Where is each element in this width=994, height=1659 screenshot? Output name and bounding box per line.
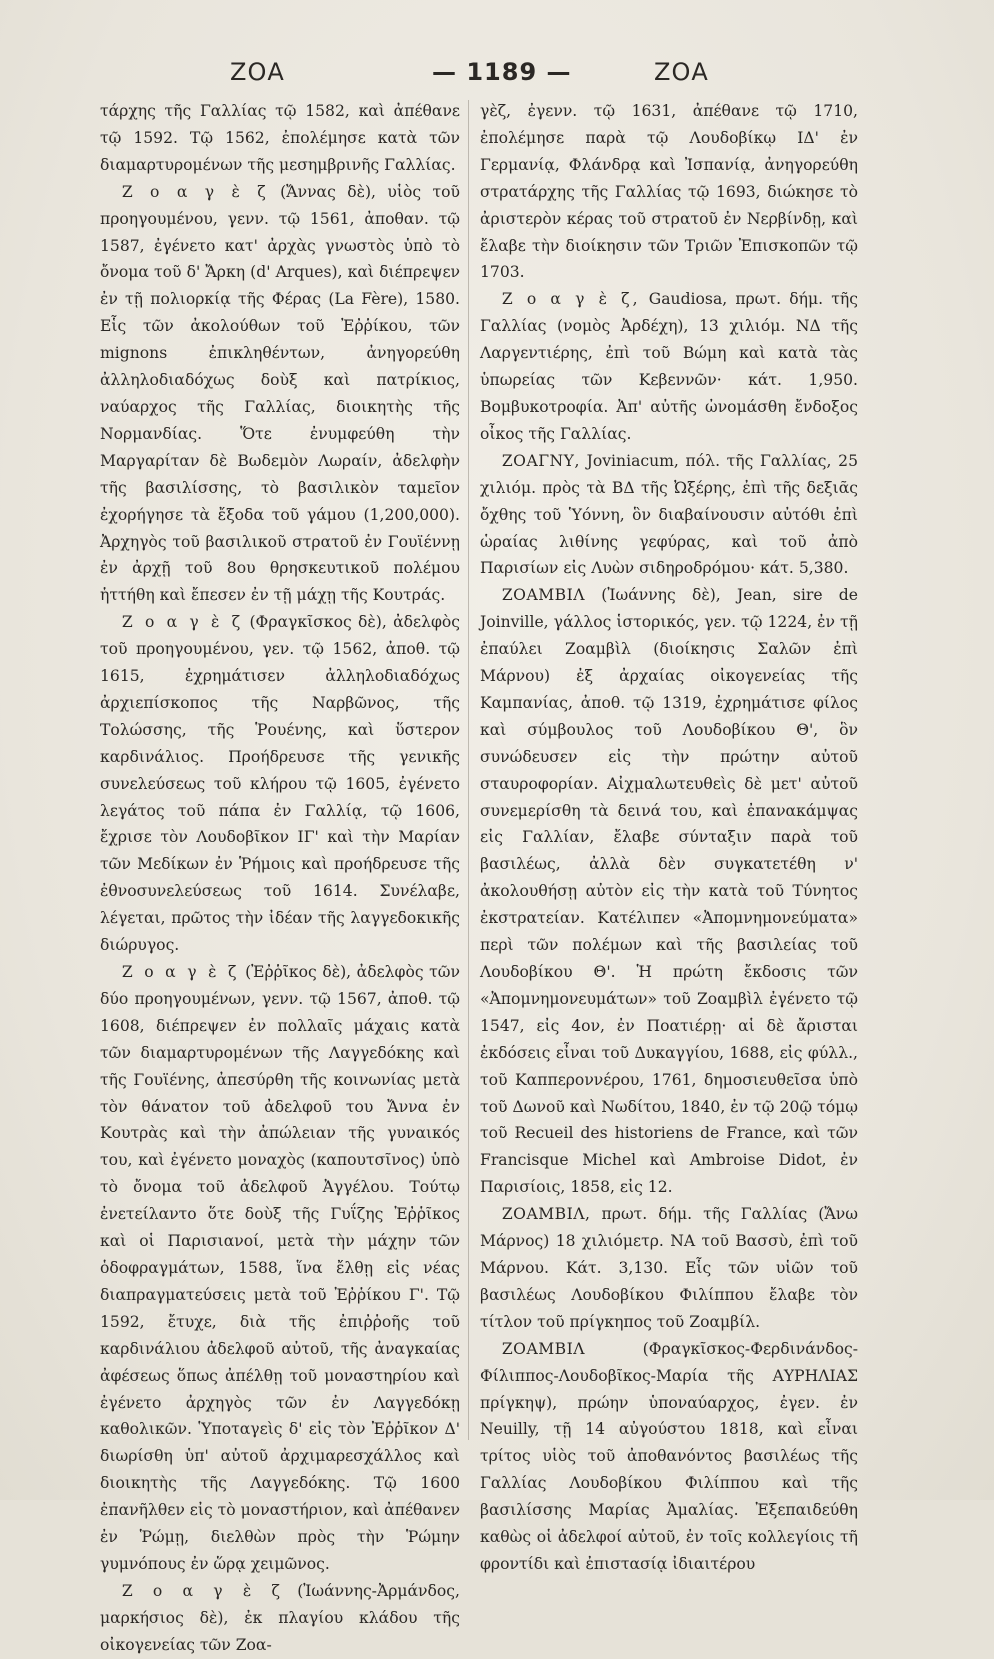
entry-zoagny xyxy=(480,448,858,583)
header-right-word: ΖΟΑ xyxy=(654,58,709,86)
entry-zoagez-ioannis xyxy=(100,1578,460,1659)
entry-zoambil-town xyxy=(480,1201,858,1336)
entry-headword: ΖΟΑΜΒΙΛ xyxy=(501,586,586,605)
entry-zoagez-errikos xyxy=(100,959,460,1578)
entry-zoambil-prince xyxy=(480,1336,858,1578)
entry-text: Gaudiosa, πρωτ. δήμ. τῆς Γαλλίας (νομὸς Ἀρδέχη), 13 χιλιόμ. ΝΔ τῆς Λαργεντιέρης, ἐπὶ τοῦ Βώμη καὶ κατὰ τὰς ὑπωρείας τῶν Κεβεννῶν· κάτ. 1,950. Βομβυκοτροφία. Ἀπ' αὐτῆς ὠνομάσθη ἔνδοξος οἶκος τῆς Γαλλίας. xyxy=(480,290,858,443)
entry-zoagez-anna xyxy=(100,179,460,610)
entry-text: γὲζ, ἐγενν. τῷ 1631, ἀπέθανε τῷ 1710, ἐπολέμησε παρὰ τῷ Λουδοβίκῳ ΙΔ' ἐν Γερμανίᾳ, Φλάνδρᾳ καὶ Ἰσπανίᾳ, ἀνηγορεύθη στρατάρχης τῆς Γαλλίας τῷ 1693, διώκησε τὸ ἀριστερὸν κέρας τοῦ στρατοῦ ἐν Νερβίνδῃ, καὶ ἔλαβε τὴν διοίκησιν τῶν Τριῶν Ἐπισκοπῶν τῷ 1703. xyxy=(480,102,858,282)
entry-headword: Ζ ο α γ ὲ ζ xyxy=(121,963,240,981)
entry-text: (Φραγκῖσκος δὲ), ἀδελφὸς τοῦ προηγουμένου, γεν. τῷ 1562, ἀποθ. τῷ 1615, ἐχρημάτισεν ἀλληλοδιαδόχως ἀρχιεπίσκοπος τῆς Ναρβῶνος, τῆς Τολώσσης, τῆς Ῥουένης, καὶ ὕστερον καρδινάλιος. Προήδρευσε τῆς γενικῆς συνελεύσεως τοῦ κλήρου τῷ 1605, ἐγένετο λεγάτος τοῦ πάπα ἐν Γαλλίᾳ, τῷ 1606, ἔχρισε τὸν Λουδοβῖκον ΙΓ' καὶ τὴν Μαρίαν τῶν Μεδίκων ἐν Ῥήμοις καὶ προήδρευσε τῆς ἐθνοσυνελεύσεως τοῦ 1614. Συνέλαβε, λέγεται, πρῶτος τὴν ἰδέαν τῆς λαγγεδοκικῆς διώρυγος. xyxy=(100,613,460,955)
running-header xyxy=(0,58,994,98)
entry-zoagez-frangiskos xyxy=(100,609,460,959)
entry-headword: Ζ ο α γ ὲ ζ, xyxy=(501,290,641,309)
entry-headword: Ζ ο α γ ὲ ζ xyxy=(121,613,244,632)
entry-continuation xyxy=(480,98,858,286)
entry-headword: Ζ ο α γ ὲ ζ xyxy=(121,1581,283,1600)
entry-zoagez-gaudiosa xyxy=(480,286,858,447)
left-column xyxy=(100,98,460,1659)
entry-headword: ΖΟΑΜΒΙΛ xyxy=(501,1339,586,1358)
entry-headword: ΖΟΑΓΝΥ, xyxy=(501,451,580,470)
entry-text: (Φραγκῖσκος-Φερδινάνδος-Φίλιππος-Λουδοβῖκος-Μαρία τῆς ΑΥΡΗΛΙΑΣ πρίγκηψ), πρώην ὑποναύαρχος, ἐγεν. ἐν Neuilly, τῇ 14 αὐγούστου 1818, καὶ εἶναι τρίτος υἱὸς τοῦ ἀποθανόντος βασιλέως τῆς Γαλλίας Λουδοβίκου Φιλίππου καὶ τῆς βασιλίσσης Μαρίας Ἀμαλίας. Ἐξεπαιδεύθη καθὼς οἱ ἀδελφοί αὐτοῦ, ἐν τοῖς κολλεγίοις τῆ φροντίδι καὶ ἐπιστασίᾳ ἰδιαιτέρου xyxy=(480,1339,858,1573)
column-divider xyxy=(468,100,469,1440)
entry-text: (Ἰωάννης δὲ), Jean, sire de Joinville, γάλλος ἱστορικός, γεν. τῷ 1224, ἐν τῇ ἐπαύλει Ζοαμβὶλ (διοίκησις Σαλῶν ἐπὶ Μάρνου) ἐξ ἀρχαίας οἰκογενείας τῆς Καμπανίας, ἀποθ. τῷ 1319, ἐχρημάτισε φίλος καὶ σύμβουλος τοῦ Λουδοβίκου Θ', ὃν συνώδευσεν εἰς τὴν πρώτην αὐτοῦ σταυροφορίαν. Αἰχμαλωτευθεὶς δὲ μετ' αὐτοῦ συνεμερίσθη τὰ δεινά του, καὶ ἐπανακάμψας εἰς Γαλλίαν, ἔλαβε σύνταξιν παρὰ τοῦ βασιλέως, ἀλλὰ δὲν συγκατετέθη ν' ἀκολουθήσῃ αὐτὸν εἰς τὴν κατὰ τοῦ Τύνητος ἐκστρατείαν. Κατέλιπεν «Ἀπομνημονεύματα» περὶ τῶν πολέμων καὶ τῆς βασιλείας τοῦ Λουδοβίκου Θ'. Ἡ πρώτη ἔκδοσις τῶν «Ἀπομνημονευμάτων» τοῦ Ζοαμβὶλ ἐγένετο τῷ 1547, εἰς 4ον, ἐν Ποατιέρῃ· αἱ δὲ ἄρισται ἐκδόσεις εἶναι τοῦ Δυκαγγίου, 1688, εἰς φύλλ., τοῦ Καππεροννέρου, 1761, δημοσιευθεῖσα ὑπὸ τοῦ Δωνοῦ καὶ Νωδίτου, 1840, ἐν τῷ 20ῷ τόμῳ τοῦ Recueil des historiens de France, καὶ τῶν Francisque Michel καὶ Ambroise Didot, ἐν Παρισίοις, 1858, εἰς 12. xyxy=(480,586,858,1197)
header-left-word: ΖΟΑ xyxy=(230,58,285,86)
entry-text: Joviniacum, πόλ. τῆς Γαλλίας, 25 χιλιόμ. πρὸς τὰ ΒΔ τῆς Ὠξέρης, ἐπὶ τῆς δεξιᾶς ὄχθης τοῦ Ὑόννη, ὃν διαβαίνουσιν αὐτόθι ἐπὶ ὡραίας λιθίνης γεφύρας, καὶ τοῦ ἀπὸ Παρισίων εἰς Λυὼν σιδηροδρόμου· κάτ. 5,380. xyxy=(480,451,858,578)
entry-zoambil-ioannis xyxy=(480,582,858,1201)
entry-text: τάρχης τῆς Γαλλίας τῷ 1582, καὶ ἀπέθανε τῷ 1592. Τῷ 1562, ἐπολέμησε κατὰ τῶν διαμαρτυρομένων τῆς μεσημβρινῆς Γαλλίας. xyxy=(100,102,460,174)
entry-text: (Ἄννας δὲ), υἱὸς τοῦ προηγουμένου, γενν. τῷ 1561, ἀποθαν. τῷ 1587, ἐγένετο κατ' ἀρχὰς γνωστὸς ὑπὸ τὸ ὄνομα τοῦ δ' Ἄρκη (d' Arques), καὶ διέπρεψεν ἐν τῇ πολιορκίᾳ τῆς Φέρας (La Fère), 1580. Εἷς τῶν ἀκολούθων τοῦ Ἐῤῥίκου, τῶν mignons ἐπικληθέντων, ἀνηγορεύθη ἀλληλοδιαδόχως δοὺξ καὶ πατρίκιος, ναύαρχος τῆς Γαλλίας, διοικητὴς τῆς Νορμανδίας. Ὅτε ἐνυμφεύθη τὴν Μαργαρίταν δὲ Βωδεμὸν Λωραίν, ἀδελφὴν τῆς βασιλίσσης, τὸ βασιλικὸν ταμεῖον ἐχορήγησε τὰ ἔξοδα τοῦ γάμου (1,200,000). Ἀρχηγὸς τοῦ βασιλικοῦ στρατοῦ ἐν Γουϊέννῃ ἐν ἀρχῇ τοῦ 8ου θρησκευτικοῦ πολέμου ἡττήθη καὶ ἔπεσεν ἐν τῇ μάχῃ τῆς Κουτράς. xyxy=(100,182,460,605)
entry-text: πρωτ. δήμ. τῆς Γαλλίας (Ἄνω Μάρνος) 18 χιλιόμετρ. ΝΑ τοῦ Βασσὺ, ἐπὶ τοῦ Μάρνου. Κάτ. 3,130. Εἷς τῶν υἱῶν τοῦ βασιλέως Λουδοβίκου Φιλίππου ἔλαβε τὸν τίτλον τοῦ πρίγκηπος τοῦ Ζοαμβίλ. xyxy=(480,1205,858,1331)
right-column xyxy=(480,98,858,1578)
entry-text: (Ἰωάννης-Ἀρμάνδος, μαρκήσιος δὲ), ἐκ πλαγίου κλάδου τῆς οἰκογενείας τῶν Ζοα- xyxy=(100,1581,460,1654)
entry-continuation xyxy=(100,98,460,179)
page-number: — 1189 — xyxy=(432,58,572,86)
entry-headword: Ζ ο α γ ὲ ζ xyxy=(121,182,269,201)
entry-headword: ΖΟΑΜΒΙΛ, xyxy=(501,1205,591,1224)
entry-text: (Ἐῤῥῖκος δὲ), ἀδελφὸς τῶν δύο προηγουμένων, γενν. τῷ 1567, ἀποθ. τῷ 1608, διέπρεψεν ἐν πολλαῖς μάχαις κατὰ τῶν διαμαρτυρομένων τῆς Λαγγεδόκης καὶ τῆς Γουϊένης, ἀπεσύρθη τῆς κοινωνίας μετὰ τὸν θάνατον τοῦ ἀδελφοῦ του Ἄννα ἐν Κουτρὰς καὶ τὴν ἀπώλειαν τῆς γυναικός του, καὶ ἐγένετο μοναχὸς (καπουτσῖνος) ὑπὸ τὸ ὄνομα τοῦ ἀδελφοῦ Ἀγγέλου. Τούτῳ ἐνετείλαντο ὅτε δοὺξ τῆς Γυΐζης Ἐῤῥῖκος καὶ οἱ Παρισιανοί, μετὰ τὴν μάχην τῶν ὁδοφραγμάτων, 1588, ἵνα ἔλθῃ εἰς νέας διαπραγματεύσεις μετὰ τοῦ Ἐῤῥίκου Γ'. Τῷ 1592, ἔτυχε, διὰ τῆς ἐπιῤῥοῆς τοῦ καρδινάλιου ἀδελφοῦ αὐτοῦ, τῆς ἀναγκαίας ἀφέσεως ὅπως ἀπέλθῃ τοῦ μοναστηρίου καὶ ἐγένετο ἀρχηγὸς τῶν ἐν Λαγγεδόκῃ καθολικῶν. Ὑποταγεὶς δ' εἰς τὸν Ἐῤῥῖκον Δ' διωρίσθη ὑπ' αὐτοῦ ἀρχιμαρεσχάλλος καὶ διοικητὴς τῆς Λαγγεδόκης. Τῷ 1600 ἐπανῆλθεν εἰς τὸ μοναστήριον, καὶ ἀπέθανεν ἐν Ῥώμῃ, διελθὼν πρὸς τὴν Ῥώμην γυμνόπους ἐν ὥρᾳ χειμῶνος. xyxy=(100,963,460,1573)
